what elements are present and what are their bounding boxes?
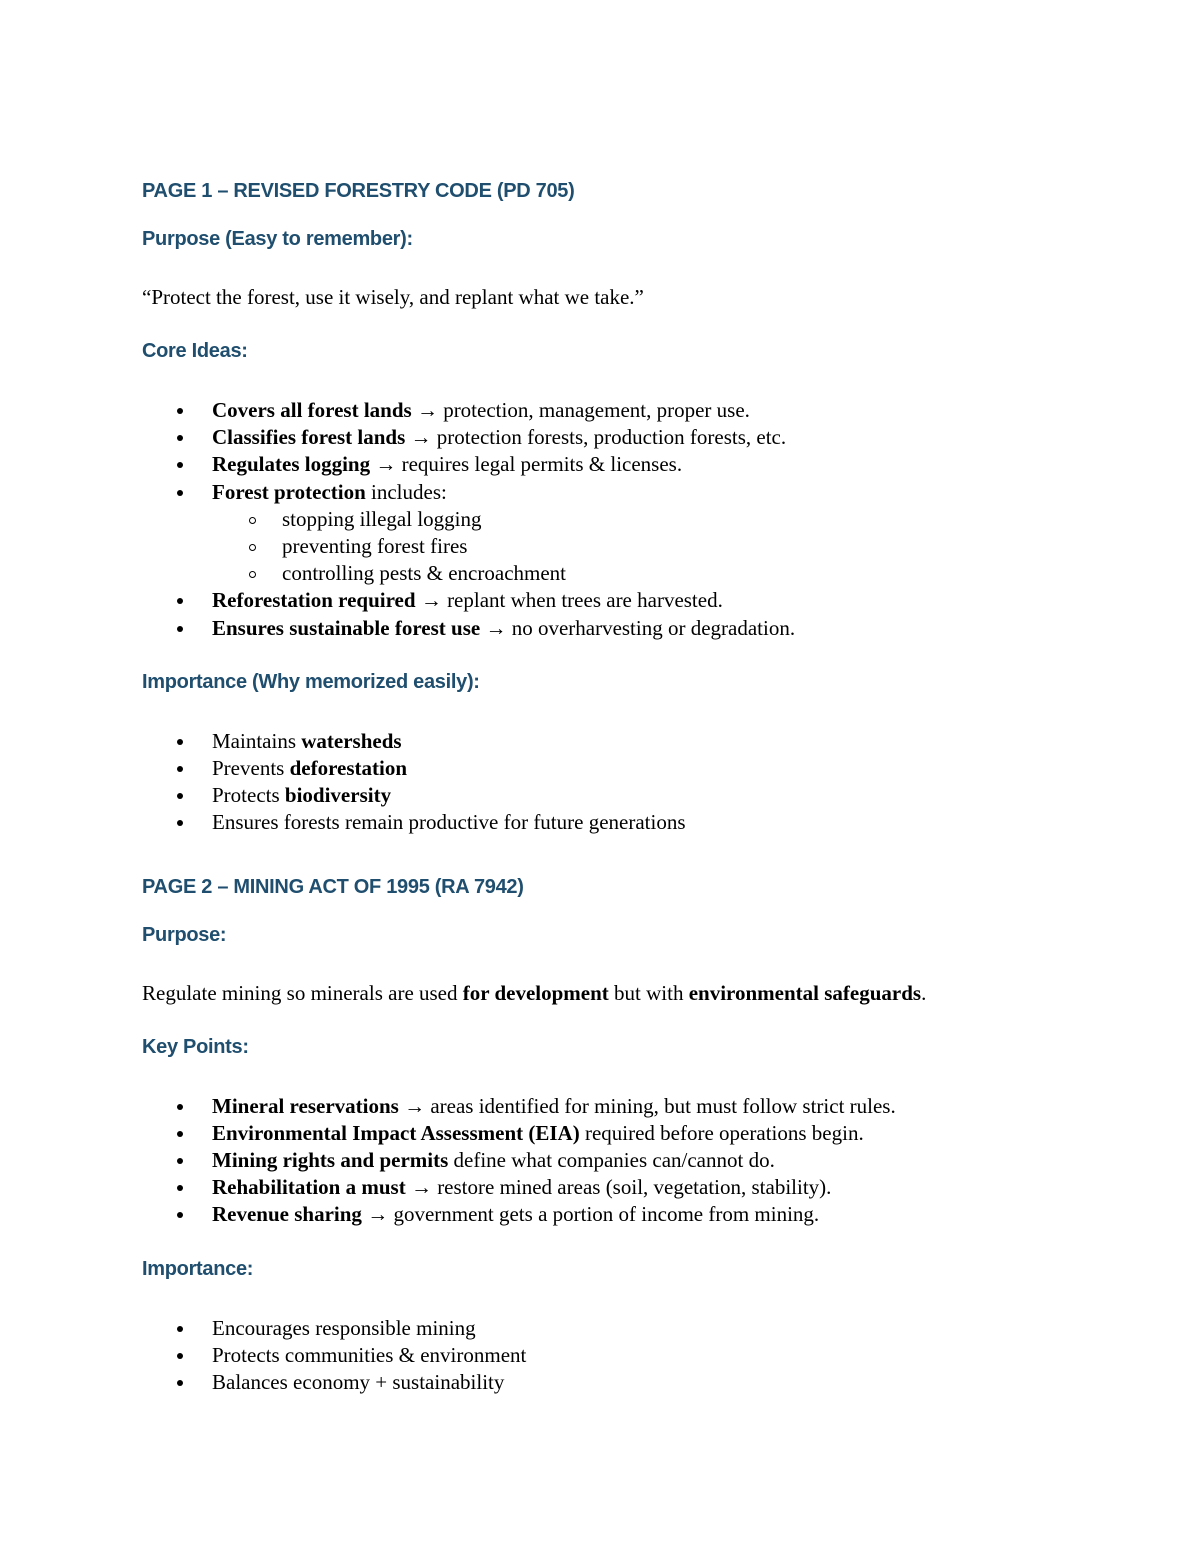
page1-importance-heading: Importance (Why memorized easily): xyxy=(142,670,480,693)
page2-key-list xyxy=(142,1093,1142,1229)
page1-importance-list xyxy=(142,728,1142,837)
list-item: Classifies forest lands → protection forests, production forests, etc. xyxy=(142,424,1142,451)
page2-importance-list xyxy=(142,1315,1142,1397)
list-item: Forest protection includes: stopping illegal logging preventing forest fires controlling pests & encroachment xyxy=(142,479,1142,588)
page1-core-heading: Core Ideas: xyxy=(142,340,248,362)
page2-purpose-text: Regulate mining so minerals are used for development but with environmental safeguards. xyxy=(142,980,927,1005)
list-item: Maintains watersheds xyxy=(142,728,1142,755)
forest-protection-sublist xyxy=(212,506,1142,588)
list-item: Ensures forests remain productive for future generations xyxy=(142,809,1142,836)
list-item: Covers all forest lands → protection, management, proper use. xyxy=(142,397,1142,424)
list-item: Regulates logging → requires legal permits & licenses. xyxy=(142,451,1142,478)
list-item: Balances economy + sustainability xyxy=(142,1369,1142,1396)
list-item: Encourages responsible mining xyxy=(142,1315,1142,1342)
page1-purpose-text: “Protect the forest, use it wisely, and replant what we take.” xyxy=(142,285,644,309)
sub-list-item: preventing forest fires xyxy=(212,533,1142,560)
list-item: Environmental Impact Assessment (EIA) required before operations begin. xyxy=(142,1120,1142,1147)
list-item: Protects biodiversity xyxy=(142,782,1142,809)
page2-purpose-heading: Purpose: xyxy=(142,923,227,946)
page1-core-list xyxy=(142,397,1142,642)
list-item: Reforestation required → replant when trees are harvested. xyxy=(142,587,1142,614)
list-item: Ensures sustainable forest use → no overharvesting or degradation. xyxy=(142,615,1142,642)
page1-purpose-heading: Purpose (Easy to remember): xyxy=(142,228,413,250)
list-item: Revenue sharing → government gets a portion of income from mining. xyxy=(142,1201,1142,1228)
document-page xyxy=(142,178,1142,1396)
page1-title: PAGE 1 – REVISED FORESTRY CODE (PD 705) xyxy=(142,180,575,202)
list-item: Prevents deforestation xyxy=(142,755,1142,782)
list-item: Mineral reservations → areas identified for mining, but must follow strict rules. xyxy=(142,1093,1142,1120)
page2-importance-heading: Importance: xyxy=(142,1257,254,1280)
list-item: Mining rights and permits define what companies can/cannot do. xyxy=(142,1147,1142,1174)
page2-key-heading: Key Points: xyxy=(142,1035,249,1058)
sub-list-item: stopping illegal logging xyxy=(212,506,1142,533)
page2-title: PAGE 2 – MINING ACT OF 1995 (RA 7942) xyxy=(142,875,524,898)
list-item: Protects communities & environment xyxy=(142,1342,1142,1369)
list-item: Rehabilitation a must → restore mined areas (soil, vegetation, stability). xyxy=(142,1174,1142,1201)
sub-list-item: controlling pests & encroachment xyxy=(212,560,1142,587)
